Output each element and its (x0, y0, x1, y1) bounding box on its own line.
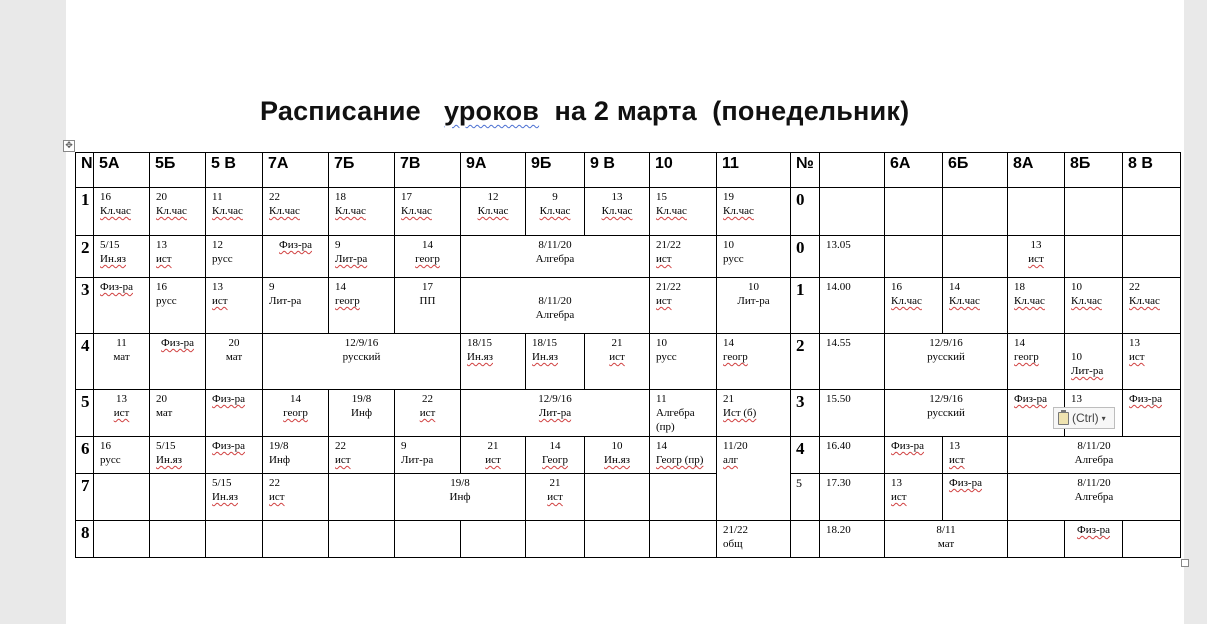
schedule-cell[interactable]: 13 ист (942, 436, 1008, 474)
header-cell: 7А (262, 152, 329, 188)
schedule-cell[interactable]: 17 ПП (394, 277, 461, 334)
schedule-cell[interactable]: 22 ист (394, 389, 461, 437)
schedule-cell[interactable]: 11 Алгебра (пр) (649, 389, 717, 437)
schedule-cell[interactable]: Физ-ра (942, 473, 1008, 521)
schedule-cell[interactable]: 11 Кл.час (205, 187, 263, 236)
schedule-cell[interactable]: Физ-ра (1007, 389, 1065, 437)
schedule-cell[interactable] (584, 520, 650, 558)
schedule-cell[interactable]: Физ-ра (205, 389, 263, 437)
schedule-cell[interactable]: 21 ист (460, 436, 526, 474)
schedule-cell[interactable]: 21/22 общ (716, 520, 791, 558)
schedule-cell[interactable] (942, 235, 1008, 278)
schedule-cell[interactable] (1122, 235, 1181, 278)
schedule-cell[interactable]: 16.40 (819, 436, 885, 474)
schedule-cell[interactable]: 14 Геогр (пр) (649, 436, 717, 474)
schedule-cell[interactable]: 12/9/16 русский (884, 333, 1008, 390)
schedule-cell[interactable]: 21/22 ист (649, 277, 717, 334)
lesson-number-cell[interactable]: 5 (75, 389, 94, 437)
schedule-cell[interactable]: 13 ист (93, 389, 150, 437)
schedule-cell[interactable]: 14 геогр (716, 333, 791, 390)
schedule-cell[interactable] (942, 187, 1008, 236)
schedule-cell[interactable]: 16 русс (93, 436, 150, 474)
header-cell: 10 (649, 152, 717, 188)
schedule-cell[interactable] (584, 473, 650, 521)
schedule-cell[interactable]: Физ-ра (884, 436, 943, 474)
schedule-cell[interactable]: 10 русс (649, 333, 717, 390)
schedule-cell[interactable]: 20 мат (205, 333, 263, 390)
lesson-number-cell[interactable]: 5 (790, 473, 820, 521)
header-cell: 6А (884, 152, 943, 188)
schedule-cell[interactable]: Физ-ра (93, 277, 150, 334)
header-cell: 6Б (942, 152, 1008, 188)
schedule-cell[interactable]: 8/11/20 Алгебра (460, 277, 650, 334)
schedule-cell[interactable]: 21/22 ист (649, 235, 717, 278)
schedule-cell[interactable]: 18/15 Ин.яз (460, 333, 526, 390)
schedule-cell[interactable]: 9 Лит-ра (394, 436, 461, 474)
paste-options-label: (Ctrl) (1072, 411, 1099, 425)
header-cell: N (75, 152, 94, 188)
lesson-number-cell[interactable]: 0 (790, 235, 820, 278)
schedule-cell[interactable]: 10 русс (716, 235, 791, 278)
schedule-cell[interactable] (328, 473, 395, 521)
schedule-cell[interactable] (819, 187, 885, 236)
header-cell: 11 (716, 152, 791, 188)
schedule-cell[interactable]: 16 русс (149, 277, 206, 334)
schedule-cell[interactable] (149, 520, 206, 558)
page-title: Расписание уроков на 2 марта (понедельник) (260, 96, 910, 126)
schedule-cell[interactable]: 22 Кл.час (1122, 277, 1181, 334)
schedule-cell[interactable]: 18 Кл.час (1007, 277, 1065, 334)
schedule-cell[interactable] (884, 235, 943, 278)
schedule-cell[interactable]: Физ-ра (149, 333, 206, 390)
schedule-cell[interactable]: 20 Кл.час (149, 187, 206, 236)
lesson-number-cell[interactable]: 1 (75, 187, 94, 236)
schedule-cell[interactable]: 21 ист (525, 473, 585, 521)
paste-options-button[interactable] (1053, 407, 1115, 429)
schedule-cell[interactable] (1064, 187, 1123, 236)
schedule-cell[interactable] (1007, 520, 1065, 558)
schedule-cell[interactable]: 8/11/20 Алгебра (1007, 436, 1181, 474)
schedule-cell[interactable]: 9 Лит-ра (262, 277, 329, 334)
header-cell: 8 В (1122, 152, 1181, 188)
schedule-cell[interactable]: 12 Кл.час (460, 187, 526, 236)
lesson-number-cell[interactable]: 3 (790, 389, 820, 437)
header-cell: 9 В (584, 152, 650, 188)
schedule-cell[interactable] (525, 520, 585, 558)
schedule-cell[interactable]: 9 Кл.час (525, 187, 585, 236)
schedule-cell[interactable]: 10 Кл.час (1064, 277, 1123, 334)
schedule-cell[interactable]: 5/15 Ин.яз (205, 473, 263, 521)
schedule-cell[interactable]: Физ-ра (1122, 389, 1181, 437)
schedule-cell[interactable]: 9 Лит-ра (328, 235, 395, 278)
header-cell: № (790, 152, 820, 188)
schedule-cell[interactable]: 12/9/16 русский (884, 389, 1008, 437)
schedule-cell[interactable] (1122, 187, 1181, 236)
schedule-cell[interactable]: 11/20 алг (716, 436, 791, 521)
lesson-number-cell[interactable]: 4 (75, 333, 94, 390)
schedule-cell[interactable]: Физ-ра (1064, 520, 1123, 558)
schedule-cell[interactable] (1122, 520, 1181, 558)
schedule-cell[interactable]: 13 ист (149, 235, 206, 278)
schedule-cell[interactable]: 19 Кл.час (716, 187, 791, 236)
schedule-cell[interactable] (649, 473, 717, 521)
schedule-cell[interactable]: 14 Кл.час (942, 277, 1008, 334)
schedule-cell[interactable]: 21 Ист (б) (716, 389, 791, 437)
lesson-number-cell[interactable]: 4 (790, 436, 820, 474)
schedule-cell[interactable]: 12 русс (205, 235, 263, 278)
schedule-cell[interactable]: 8/11/20 Алгебра (460, 235, 650, 278)
schedule-cell[interactable]: 8/11/20 Алгебра (1007, 473, 1181, 521)
schedule-cell[interactable]: 11 мат (93, 333, 150, 390)
header-cell: 7Б (328, 152, 395, 188)
schedule-cell[interactable]: 13 ист (1122, 333, 1181, 390)
lesson-number-cell[interactable]: 3 (75, 277, 94, 334)
schedule-cell[interactable] (649, 520, 717, 558)
lesson-number-cell[interactable]: 8 (75, 520, 94, 558)
schedule-cell[interactable]: Физ-ра (205, 436, 263, 474)
schedule-cell[interactable] (460, 520, 526, 558)
header-cell: 5Б (149, 152, 206, 188)
schedule-cell[interactable] (93, 473, 150, 521)
schedule-cell[interactable]: 10 Лит-ра (1064, 333, 1123, 390)
lesson-number-cell[interactable]: 1 (790, 277, 820, 334)
schedule-cell[interactable]: 13 ист (884, 473, 943, 521)
schedule-cell[interactable]: 22 ист (328, 436, 395, 474)
schedule-cell[interactable]: 19/8 Инф (328, 389, 395, 437)
schedule-cell[interactable] (205, 520, 263, 558)
schedule-cell[interactable]: 13 Кл.час (584, 187, 650, 236)
schedule-cell[interactable]: 19/8 Инф (262, 436, 329, 474)
schedule-cell[interactable]: 22 ист (262, 473, 329, 521)
schedule-cell[interactable] (328, 520, 395, 558)
schedule-cell[interactable]: 20 мат (149, 389, 206, 437)
schedule-cell[interactable]: 15.50 (819, 389, 885, 437)
schedule-cell[interactable]: 10 Лит-ра (716, 277, 791, 334)
schedule-cell[interactable] (884, 187, 943, 236)
schedule-cell[interactable]: 18/15 Ин.яз (525, 333, 585, 390)
schedule-cell[interactable]: 19/8 Инф (394, 473, 526, 521)
schedule-cell[interactable]: Физ-ра (262, 235, 329, 278)
header-cell: 9Б (525, 152, 585, 188)
schedule-cell[interactable] (1064, 235, 1123, 278)
schedule-cell[interactable]: 14 геогр (1007, 333, 1065, 390)
header-cell: 5А (93, 152, 150, 188)
schedule-cell[interactable] (394, 520, 461, 558)
schedule-cell[interactable]: 14.00 (819, 277, 885, 334)
schedule-cell[interactable]: 18.20 (819, 520, 885, 558)
lesson-number-cell[interactable]: 2 (75, 235, 94, 278)
schedule-cell[interactable]: 17 Кл.час (394, 187, 461, 236)
table-move-handle-icon[interactable]: ✥ (63, 140, 75, 152)
schedule-cell[interactable]: 14 геогр (394, 235, 461, 278)
schedule-cell[interactable]: 13 ист (205, 277, 263, 334)
schedule-cell[interactable] (1007, 187, 1065, 236)
schedule-cell[interactable]: 18 Кл.час (328, 187, 395, 236)
lesson-number-cell[interactable]: 6 (75, 436, 94, 474)
schedule-cell[interactable]: 14 геогр (262, 389, 329, 437)
table-resize-handle[interactable] (1181, 559, 1189, 567)
header-cell: 8Б (1064, 152, 1123, 188)
schedule-cell[interactable] (790, 520, 820, 558)
schedule-cell[interactable]: 17.30 (819, 473, 885, 521)
schedule-cell[interactable]: 13 (1064, 389, 1123, 437)
schedule-cell[interactable]: 14 геогр (328, 277, 395, 334)
schedule-cell[interactable]: 12/9/16 Лит-ра (460, 389, 650, 437)
header-cell (819, 152, 885, 188)
title-spellcheck-word: уроков (443, 96, 540, 126)
clipboard-icon (1058, 412, 1069, 425)
schedule-cell[interactable]: 8/11 мат (884, 520, 1008, 558)
dropdown-arrow-icon: ▾ (1101, 413, 1106, 423)
schedule-cell[interactable]: 14 Геогр (525, 436, 585, 474)
header-cell: 9А (460, 152, 526, 188)
schedule-cell[interactable]: 16 Кл.час (93, 187, 150, 236)
schedule-cell[interactable] (149, 473, 206, 521)
header-cell: 7В (394, 152, 461, 188)
lesson-number-cell[interactable]: 7 (75, 473, 94, 521)
schedule-cell[interactable]: 14.55 (819, 333, 885, 390)
schedule-cell[interactable]: 21 ист (584, 333, 650, 390)
header-cell: 8А (1007, 152, 1065, 188)
schedule-cell[interactable]: 15 Кл.час (649, 187, 717, 236)
header-cell: 5 В (205, 152, 263, 188)
schedule-cell[interactable] (262, 520, 329, 558)
schedule-cell[interactable]: 13.05 (819, 235, 885, 278)
lesson-number-cell[interactable]: 2 (790, 333, 820, 390)
schedule-cell[interactable]: 10 Ин.яз (584, 436, 650, 474)
schedule-cell[interactable] (93, 520, 150, 558)
schedule-cell[interactable]: 5/15 Ин.яз (93, 235, 150, 278)
schedule-cell[interactable]: 22 Кл.час (262, 187, 329, 236)
schedule-cell[interactable]: 13 ист (1007, 235, 1065, 278)
lesson-number-cell[interactable]: 0 (790, 187, 820, 236)
schedule-cell[interactable]: 5/15 Ин.яз (149, 436, 206, 474)
schedule-cell[interactable]: 12/9/16 русский (262, 333, 461, 390)
schedule-cell[interactable]: 16 Кл.час (884, 277, 943, 334)
